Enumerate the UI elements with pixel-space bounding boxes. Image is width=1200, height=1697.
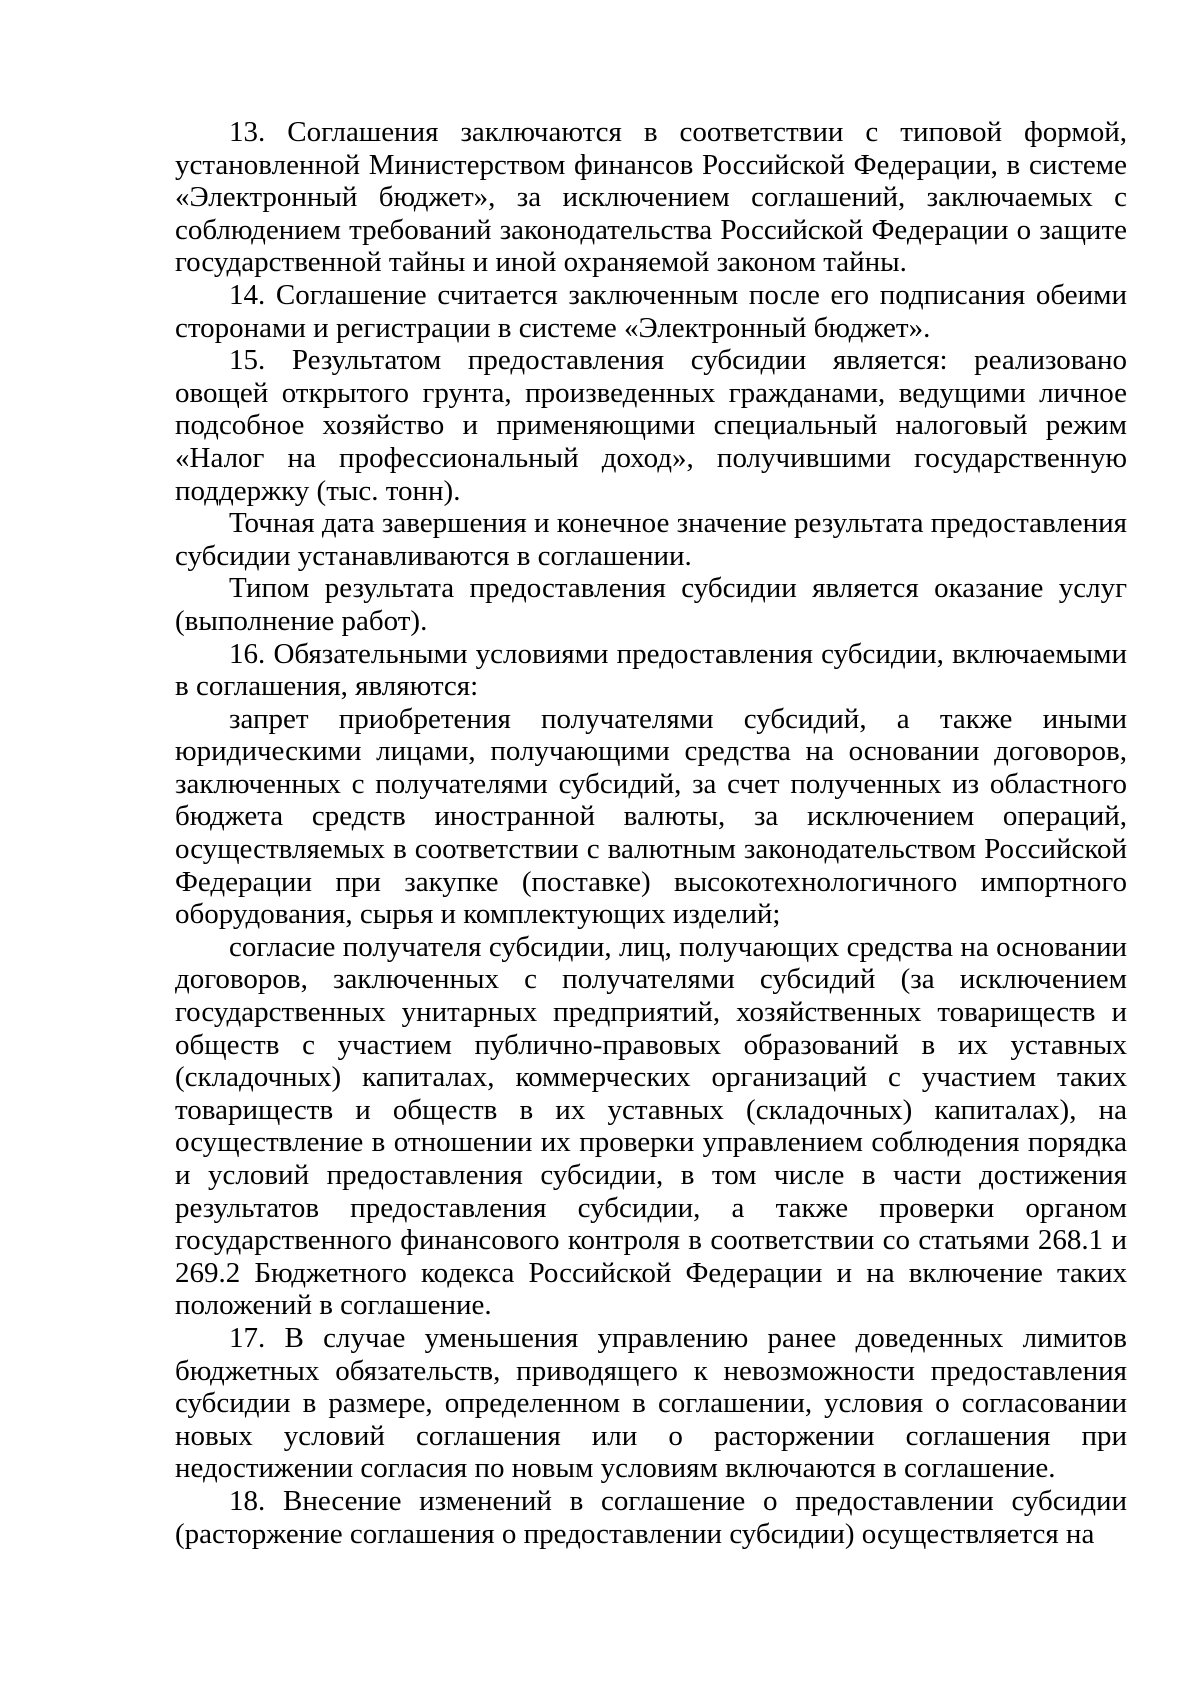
document-body: [175, 116, 1127, 1550]
paragraph-inspection-consent: согласие получателя субсидии, лиц, получающих средства на основании договоров, заключенных с получателями субсидий (за исключением государственных унитарных предприятий, хозяйственных товариществ и обществ с участием публично-правовых образований в их уставных (складочных) капиталах, коммерческих организаций с участием таких товариществ и обществ в их уставных (складочных) капиталах), на осуществление в отношении их проверки управлением соблюдения порядка и условий предоставления субсидии, в том числе в части достижения результатов предоставления субсидии, а также проверки органом государственного финансового контроля в соответствии со статьями 268.1 и 269.2 Бюджетного кодекса Российской Федерации и на включение таких положений в соглашение.: [175, 930, 1127, 1322]
paragraph-clause-13: 13. Соглашения заключаются в соответствии с типовой формой, установленной Министерством финансов Российской Федерации, в системе «Электронный бюджет», за исключением соглашений, заключаемых с соблюдением требований законодательства Российской Федерации о защите государственной тайны и иной охраняемой законом тайны.: [175, 116, 1127, 279]
paragraph-clause-14: 14. Соглашение считается заключенным после его подписания обеими сторонами и регистрации в системе «Электронный бюджет».: [175, 278, 1127, 344]
paragraph-clause-17: 17. В случае уменьшения управлению ранее доведенных лимитов бюджетных обязательств, приводящего к невозможности предоставления субсидии в размере, определенном в соглашении, условия о согласовании новых условий соглашения или о расторжении соглашения при недостижении согласия по новым условиям включаются в соглашение.: [175, 1321, 1127, 1485]
paragraph-result-type: Типом результата предоставления субсидии является оказание услуг (выполнение работ).: [175, 572, 1127, 637]
paragraph-clause-15: 15. Результатом предоставления субсидии является: реализовано овощей открытого грунта, произведенных гражданами, ведущими личное подсобное хозяйство и применяющими специальный налоговый режим «Налог на профессиональный доход», получившими государственную поддержку (тыс. тонн).: [175, 344, 1127, 507]
paragraph-clause-18: 18. Внесение изменений в соглашение о предоставлении субсидии (расторжение соглашения о предоставлении субсидии) осуществляется на: [175, 1484, 1127, 1550]
paragraph-currency-ban: запрет приобретения получателями субсидий, а также иными юридическими лицами, получающими средства на основании договоров, заключенных с получателями субсидий, за счет полученных из областного бюджета средств иностранной валюты, за исключением операций, осуществляемых в соответствии с валютным законодательством Российской Федерации при закупке (поставке) высокотехнологичного импортного оборудования, сырья и комплектующих изделий;: [175, 702, 1127, 931]
paragraph-clause-16: 16. Обязательными условиями предоставления субсидии, включаемыми в соглашения, являются:: [175, 637, 1127, 703]
paragraph-result-date: Точная дата завершения и конечное значение результата предоставления субсидии устанавливаются в соглашении.: [175, 507, 1127, 572]
